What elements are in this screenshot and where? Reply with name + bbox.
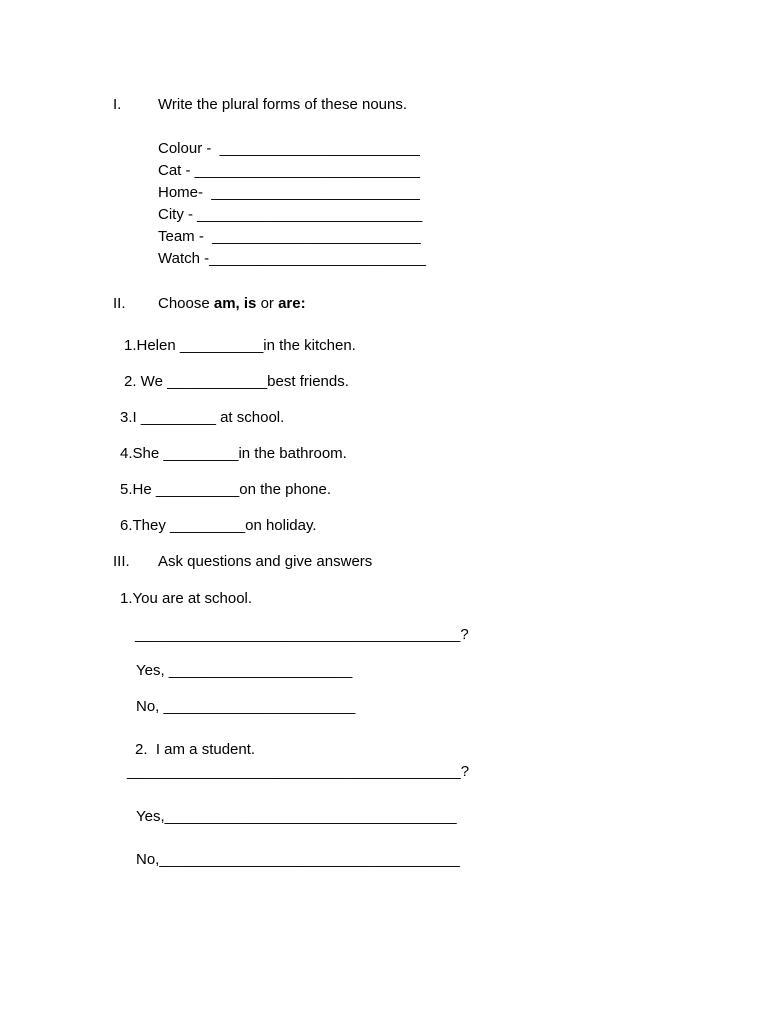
q2-prompt: 2. I am a student.	[135, 741, 256, 758]
heading-or: or	[256, 295, 279, 312]
q1-no-answer: No, _______________________	[136, 698, 356, 715]
plural-item-cat: Cat - ___________________________	[158, 162, 420, 179]
sentence-5: 5.He __________on the phone.	[120, 481, 332, 498]
q2-question-line: ________________________________________?	[127, 763, 470, 780]
plural-item-team: Team - _________________________	[158, 228, 421, 245]
section-2-numeral: II.	[113, 295, 126, 312]
option-are: are:	[278, 295, 306, 312]
section-1-heading: Write the plural forms of these nouns.	[158, 96, 408, 113]
q2-no-answer: No,____________________________________	[136, 851, 460, 868]
q1-question-line: _______________________________________?	[135, 626, 469, 643]
plural-item-home: Home- _________________________	[158, 184, 420, 201]
option-am-is: am, is	[213, 295, 257, 312]
section-1-numeral: I.	[113, 96, 122, 113]
q1-yes-answer: Yes, ______________________	[136, 662, 353, 679]
q1-prompt: 1.You are at school.	[120, 590, 253, 607]
q2-yes-answer: Yes,___________________________________	[136, 808, 457, 825]
plural-item-city: City - ___________________________	[158, 206, 423, 223]
sentence-6: 6.They _________on holiday.	[120, 517, 317, 534]
heading-prefix: Choose	[158, 295, 214, 312]
section-3-heading: Ask questions and give answers	[158, 553, 373, 570]
sentence-4: 4.She _________in the bathroom.	[120, 445, 347, 462]
plural-item-colour: Colour - ________________________	[158, 140, 420, 157]
sentence-3: 3.I _________ at school.	[120, 409, 285, 426]
sentence-2: 2. We ____________best friends.	[124, 373, 349, 390]
sentence-1: 1.Helen __________in the kitchen.	[124, 337, 356, 354]
section-2-heading	[158, 295, 306, 313]
section-3-numeral: III.	[113, 553, 130, 570]
plural-item-watch: Watch -__________________________	[158, 250, 427, 267]
